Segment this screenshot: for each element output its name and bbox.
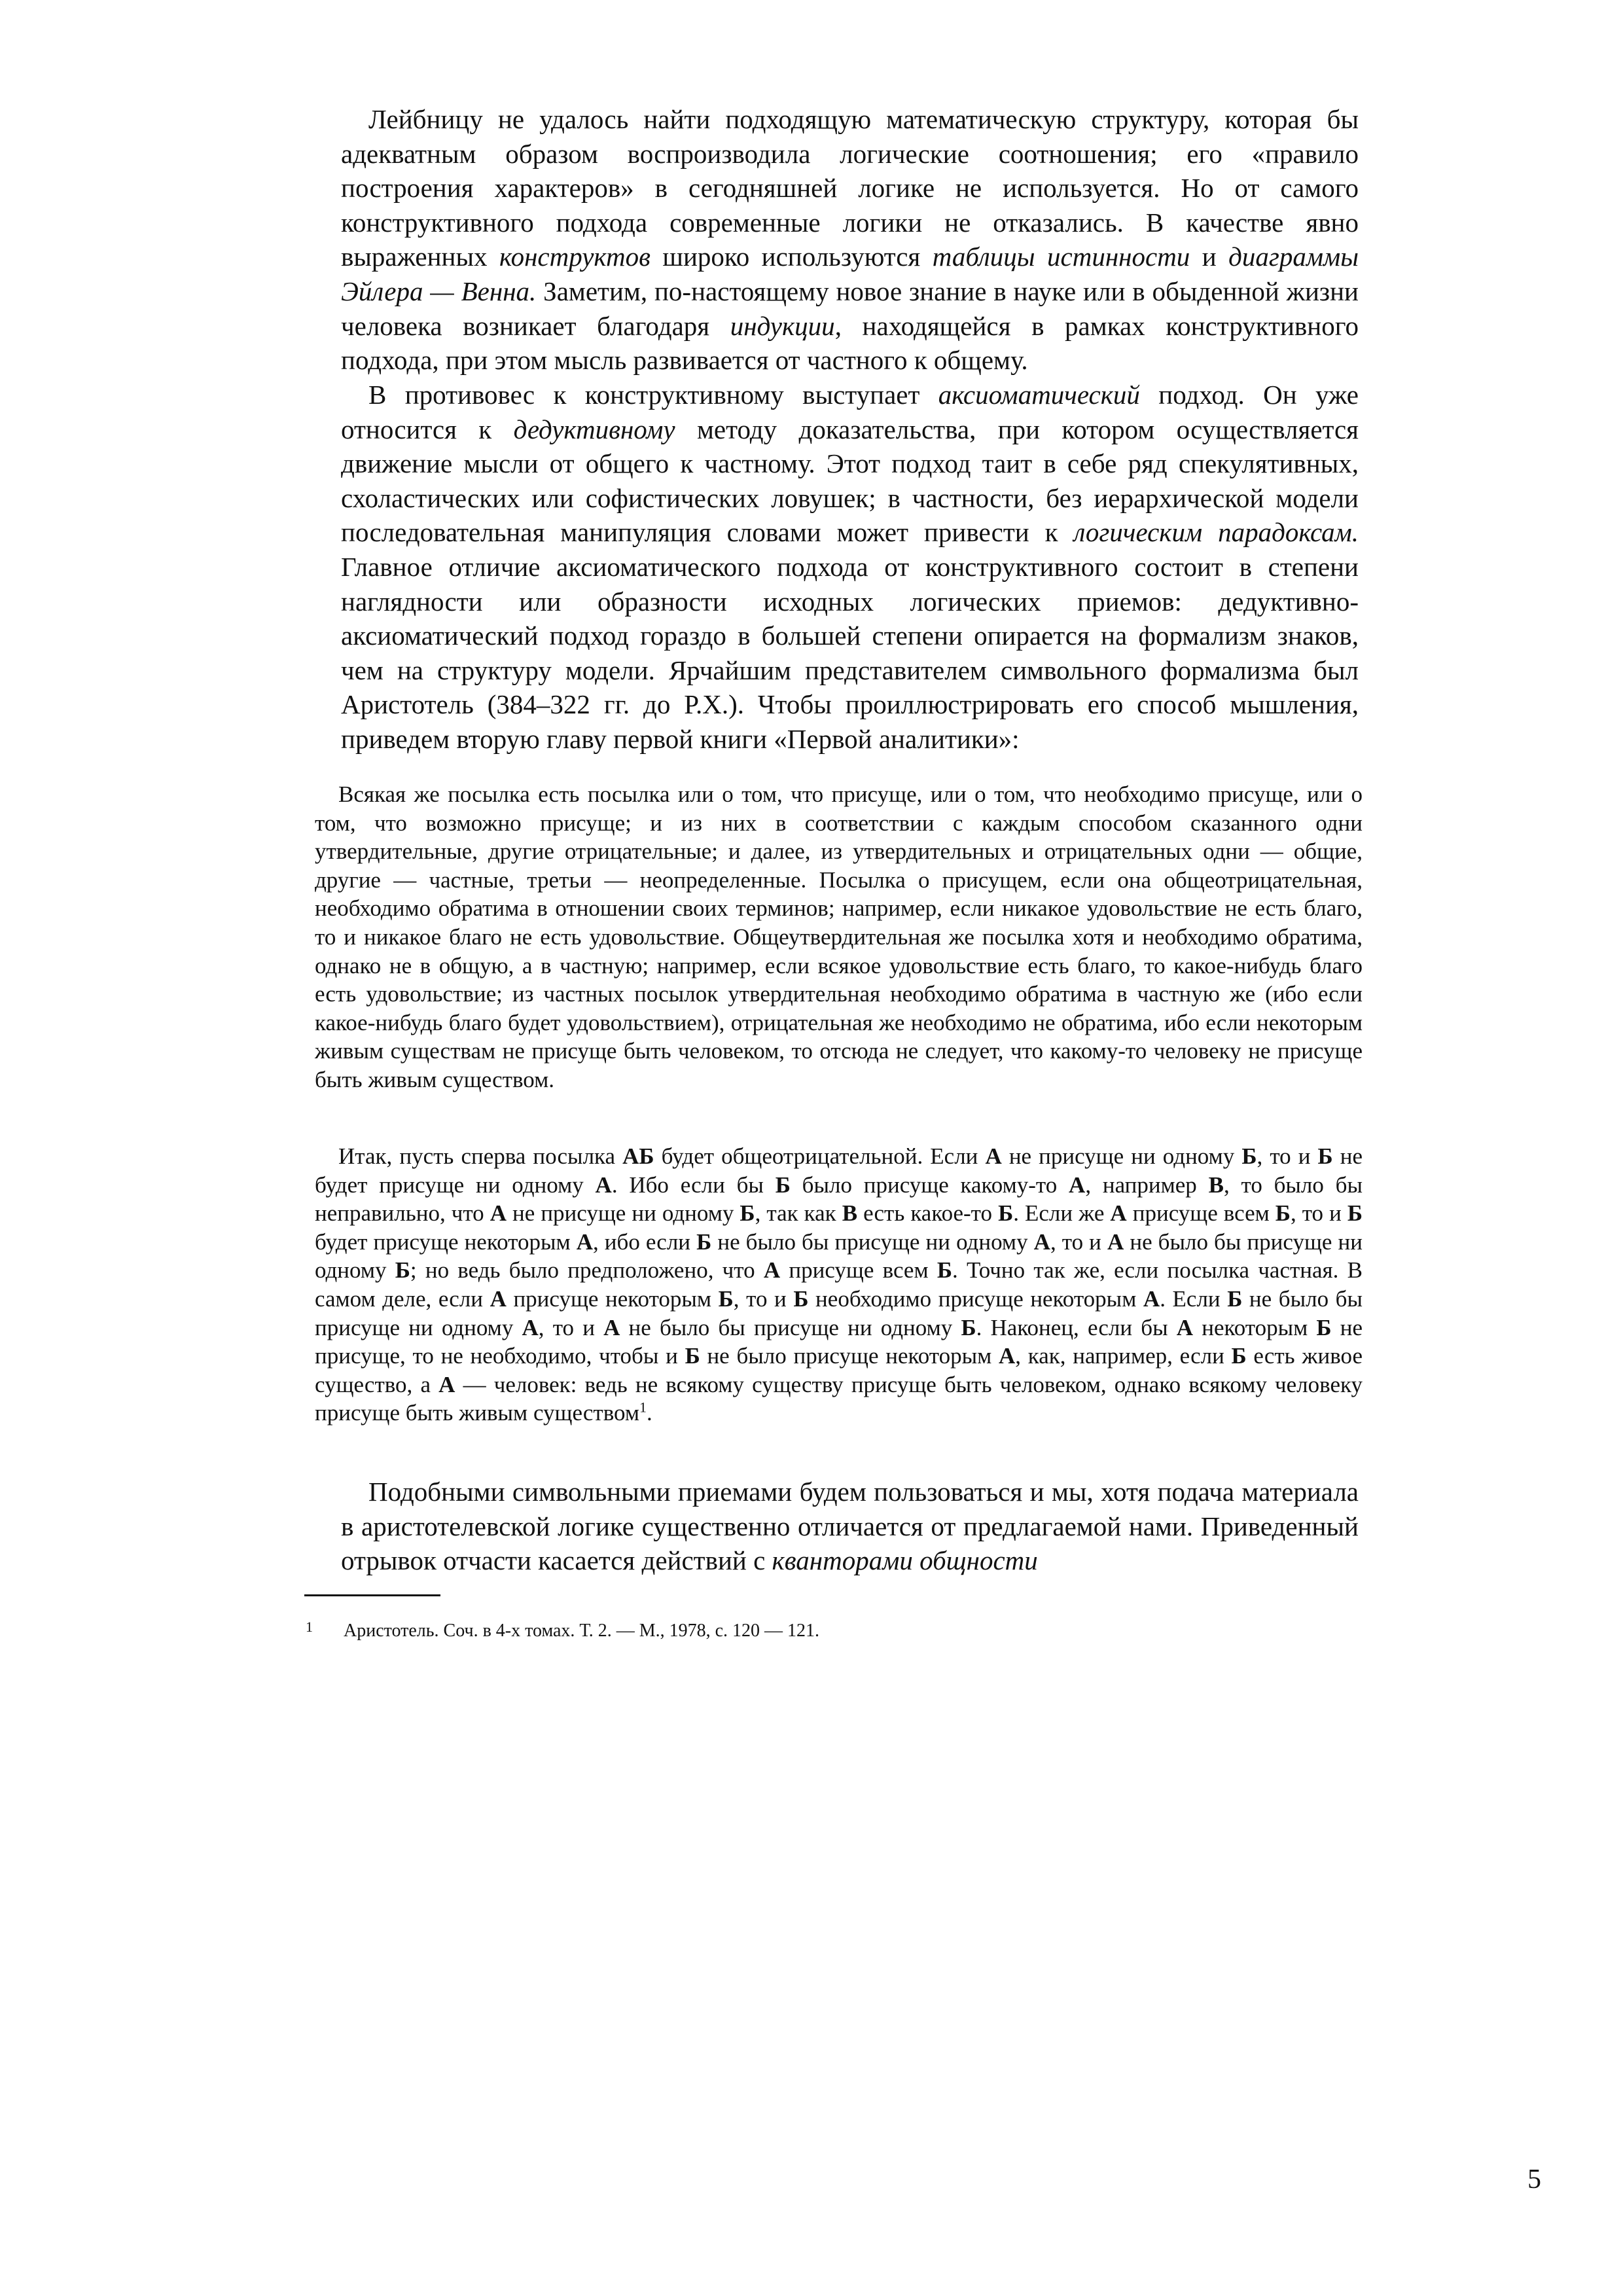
bold-letter: Б: [998, 1200, 1014, 1227]
bold-letter: Б: [1347, 1200, 1363, 1227]
italic-term: кванторами общности: [772, 1545, 1038, 1576]
bold-letter: А: [1110, 1200, 1127, 1227]
quotation-aristotle-conversion: Итак, пусть сперва посылка АБ будет общеотрицательной. Если А не присуще ни одному Б, то и Б не будет присуще ни одному А. Ибо если бы Б было присуще какому-то А, например В, то было бы неправильно, что А не присуще ни одному Б, так как В есть какое-то Б. Если же А присуще всем Б, то и Б будет присуще некоторым А, ибо если Б не было бы присуще ни одному А, то и А не было бы присуще ни одному Б; но ведь было предположено, что А присуще всем Б. Точно так же, если посылка частная. В самом деле, если А присуще некоторым Б, то и Б необходимо присуще некоторым А. Если Б не было бы присуще ни одному А, то и А не было бы присуще ни одному Б. Наконец, если бы А некоторым Б не присуще, то не необходимо, чтобы и Б не было присуще некоторым А, как, например, если Б есть живое существо, а А — человек: ведь не всякому существу присуще быть человеком, однако всякому человеку присуще быть живым существом$^1$.: [315, 1143, 1363, 1426]
bold-letter: А: [490, 1200, 507, 1227]
bold-letter: А: [490, 1285, 507, 1312]
bold-letter: Б: [961, 1314, 976, 1340]
footnote-text: Аристотель. Соч. в 4-х томах. Т. 2. — М., 1978, с. 120 — 121.: [344, 1621, 820, 1641]
bold-letter: А: [1107, 1229, 1124, 1255]
italic-term: таблицы истинности: [932, 242, 1190, 272]
bold-letter: А: [1033, 1229, 1050, 1255]
bold-letter: Б: [1231, 1343, 1247, 1369]
bold-letter: АБ: [622, 1143, 654, 1169]
italic-term: аксиоматический: [938, 380, 1140, 410]
bold-letter: А: [576, 1229, 593, 1255]
italic-term: диаграммы Эйлера — Венна.: [341, 242, 1359, 306]
paragraph-symbolic-methods: Подобными символьными приемами будем пользоваться и мы, хотя подача материала в аристотелевской логике существенно отличается от предлагаемой нами. Приведенный отрывок отчасти касается действий с кванторами общности: [341, 1477, 1359, 1576]
bold-letter: В: [1208, 1172, 1224, 1198]
paragraph-constructive-approach: Лейбницу не удалось найти подходящую математическую структуру, которая бы адекватным образом воспроизводила логические соотношения; его «правило построения характеров» в сегодняшней логике не используется. Но от самого конструктивного подхода современные логики не отказались. В качестве явно выраженных конструктов широко используются таблицы истинности и диаграммы Эйлера — Венна. Заметим, по-настоящему новое знание в науке или в обыденной жизни человека возникает благодаря индукции, находящейся в рамках конструктивного подхода, при этом мысль развивается от частного к общему.: [341, 104, 1359, 376]
bold-letter: Б: [775, 1172, 791, 1198]
bold-letter: Б: [395, 1257, 410, 1283]
footnote-marker: 1: [306, 1619, 313, 1635]
bold-letter: Б: [1316, 1314, 1332, 1340]
bold-letter: А: [595, 1172, 612, 1198]
bold-letter: А: [1176, 1314, 1194, 1340]
bold-letter: А: [522, 1314, 539, 1340]
bold-letter: Б: [718, 1285, 734, 1312]
bold-letter: Б: [1241, 1143, 1257, 1169]
italic-term: дедуктивному: [513, 414, 675, 444]
paragraph-axiomatic-approach: В противовес к конструктивному выступает аксиоматический подход. Он уже относится к дедуктивному методу доказательства, при котором осуществляется движение мысли от общего к частному. Этот подход таит в себе ряд спекулятивных, схоластических или софистических ловушек; в частности, без иерархической модели последовательная манипуляция словами может привести к логическим парадоксам. Главное отличие аксиоматического подхода от конструктивного состоит в степени наглядности или образности исходных логических приемов: дедуктивно-аксиоматический подход гораздо в большей степени опирается на формализм знаков, чем на структуру модели. Ярчайшим представителем символьного формализма был Аристотель (384–322 гг. до Р.Х.). Чтобы проиллюстрировать его способ мышления, приведем вторую главу первой книги «Первой аналитики»:: [341, 380, 1359, 754]
bold-letter: Б: [740, 1200, 755, 1227]
bold-letter: В: [842, 1200, 858, 1227]
bold-letter: Б: [685, 1343, 700, 1369]
footnote-separator: [304, 1594, 440, 1596]
bold-letter: Б: [1275, 1200, 1291, 1227]
bold-letter: А: [763, 1257, 781, 1283]
bold-letter: А: [1069, 1172, 1086, 1198]
italic-term: индукции: [730, 310, 835, 341]
italic-term: конструктов: [499, 242, 651, 272]
bold-letter: А: [998, 1343, 1016, 1369]
bold-letter: А: [438, 1371, 455, 1397]
italic-term: логическим парадоксам.: [1073, 517, 1359, 548]
bold-letter: Б: [793, 1285, 809, 1312]
bold-letter: А: [985, 1143, 1002, 1169]
bold-letter: Б: [1317, 1143, 1333, 1169]
quotation-aristotle-premises: Всякая же посылка есть посылка или о том, что присуще, или о том, что необходимо присуще, или о том, что возможно присуще; и из них в соответствии с каждым способом сказанного одни утвердительные, другие отрицательные; и далее, из утвердительных и отрицательных одни — общие, другие — частные, третьи — неопределенные. Посылка о присущем, если она общеотрицательная, необходимо обратима в отношении своих терминов; например, если никакое удовольствие не есть благо, то и никакое благо не есть удовольствие. Общеутвердительная же посылка хотя и необходимо обратима, однако не в общую, а в частную; например, если всякое удовольствие есть благо, то какое-нибудь благо есть удовольствие; из частных посылок утвердительная необходимо обратима в частную же (ибо если какое-нибудь благо будет удовольствием), отрицательная же необходимо не обратима, ибо если некоторым живым существам не присуще быть человеком, то отсюда не следует, что какому-то человеку не присуще быть живым существом.: [315, 781, 1363, 1092]
bold-letter: Б: [1227, 1285, 1243, 1312]
bold-letter: А: [603, 1314, 620, 1340]
bold-letter: Б: [696, 1229, 712, 1255]
page-number: 5: [1527, 2164, 1541, 2195]
bold-letter: А: [1143, 1285, 1160, 1312]
footnote: [306, 1619, 1287, 1643]
footnote-reference: 1: [639, 1399, 647, 1416]
bold-letter: Б: [936, 1257, 952, 1283]
